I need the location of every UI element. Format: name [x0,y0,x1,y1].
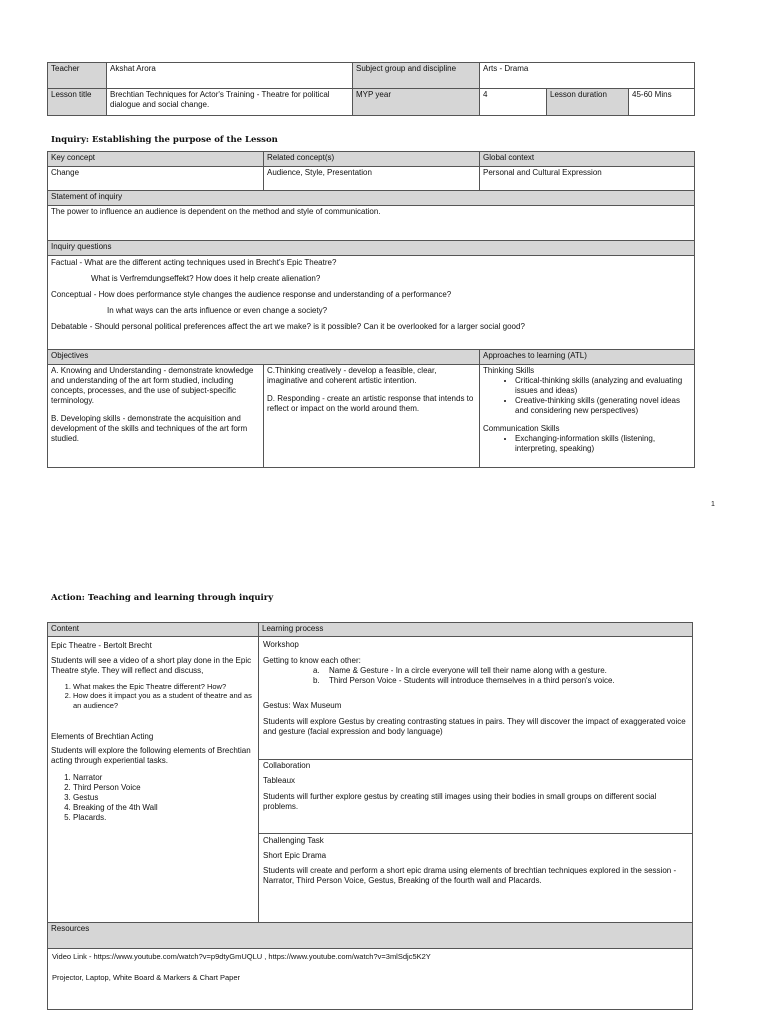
gtk-b-marker: b. [313,676,320,685]
teacher-label: Teacher [48,63,107,89]
short-epic-desc: Students will create and perform a short epic drama using elements of brechtian techniques explored in the session - Narrator, Third Person Voice, Gestus, Breaking of the fourth wall and Placards. [263,866,677,885]
content-label: Content [47,622,259,637]
objective-a: A. Knowing and Understanding - demonstrate knowledge and understanding of the art form studied, including concepts, processes, and the use of subject-specific terminology. [51,366,254,405]
action-heading: Action: Teaching and learning through inquiry [51,593,274,603]
gestus-desc: Students will explore Gestus by creating contrasting statues in pairs. They will discover the impact of exaggerated voice and gesture (facial expression and body language) [263,717,686,736]
epic-theatre-desc: Students will see a video of a short play done in the Epic Theatre style. They will reflect and discuss, [51,656,252,675]
key-concept-value: Change [48,167,264,191]
video-link[interactable]: Video Link - https://www.youtube.com/watch?v=p9dtyGmUQLU , https://www.youtube.com/watch?v=3mlSdjc5K2Y [52,952,431,961]
lesson-header-table [47,62,695,116]
atl-communication-title: Communication Skills [483,424,560,433]
collaboration-title: Collaboration [263,761,311,770]
elements-title: Elements of Brechtian Acting [51,732,154,741]
page-number: 1 [711,501,715,508]
challenging-task-title: Challenging Task [263,836,324,845]
list-item: • Exchanging-information skills (listening, interpreting, speaking) [515,434,691,454]
elements-desc: Students will explore the following elements of Brechtian acting through experiential tasks. [51,746,251,765]
list-item: 3. Gestus [73,793,261,803]
atl-cell [480,365,695,468]
question-factual: Factual - What are the different acting techniques used in Brecht's Epic Theatre? [51,258,337,267]
myp-year-label: MYP year [353,89,480,116]
inquiry-table [47,151,695,468]
row-divider [258,833,693,834]
materials: Projector, Laptop, White Board & Markers & Chart Paper [52,973,241,982]
list-item: 1. What makes the Epic Theatre different? How? [73,682,261,691]
key-concept-label: Key concept [48,152,264,167]
question-conceptual-2: In what ways can the arts influence or even change a society? [107,306,328,315]
learning-process-label: Learning process [258,622,693,637]
question-debatable: Debatable - Should personal political preferences affect the art we make? is it possible? Can it be overlooked for a larger social good? [51,322,525,331]
epic-questions [55,682,261,710]
elements-list [55,773,261,823]
gtk-b: Third Person Voice - Students will introduce themselves in a third person's voice. [329,676,615,685]
inquiry-heading: Inquiry: Establishing the purpose of the Lesson [51,135,278,145]
atl-thinking-list [499,376,691,416]
list-item: 5. Placards. [73,813,261,823]
objectives-ab-cell [48,365,264,468]
question-conceptual: Conceptual - How does performance style changes the audience response and understanding of a performance? [51,290,452,299]
atl-thinking-title: Thinking Skills [483,366,535,375]
related-concepts-value: Audience, Style, Presentation [264,167,480,191]
global-context-value: Personal and Cultural Expression [480,167,695,191]
lesson-title-label: Lesson title [48,89,107,116]
atl-communication-list [499,434,691,454]
gestus-title: Gestus: Wax Museum [263,701,342,710]
tableaux-desc: Students will further explore gestus by creating still images using their bodies in small groups on different social problems. [263,792,657,811]
lesson-duration-value: 45-60 Mins [629,89,695,116]
short-epic-title: Short Epic Drama [263,851,327,860]
objectives-cd-cell [264,365,480,468]
row-divider [258,759,693,760]
objective-d: D. Responding - create an artistic response that intends to reflect or impact on the world around them. [267,394,474,413]
related-concepts-label: Related concept(s) [264,152,480,167]
statement-label: Statement of inquiry [48,191,695,206]
list-item: 4. Breaking of the 4th Wall [73,803,261,813]
list-item: 2. Third Person Voice [73,783,261,793]
tableaux-title: Tableaux [263,776,296,785]
statement-value: The power to influence an audience is dependent on the method and style of communication. [48,206,695,241]
question-factual-2: What is Verfremdungseffekt? How does it help create alienation? [91,274,321,283]
lesson-duration-label: Lesson duration [547,89,629,116]
atl-label: Approaches to learning (ATL) [480,350,695,365]
objectives-label: Objectives [48,350,480,365]
list-item: 1. Narrator [73,773,261,783]
gtk-a: Name & Gesture - In a circle everyone will tell their name along with a gesture. [329,666,607,675]
global-context-label: Global context [480,152,695,167]
resources-label: Resources [47,922,693,949]
list-item: • Creative-thinking skills (generating novel ideas and considering new perspectives) [515,396,691,416]
gtk-a-marker: a. [313,666,320,675]
inquiry-questions-label: Inquiry questions [48,241,695,256]
subject-value: Arts - Drama [480,63,695,89]
inquiry-questions-cell [48,256,695,350]
list-item: 2. How does it impact you as a student of theatre and as an audience? [73,691,261,710]
epic-theatre-title: Epic Theatre - Bertolt Brecht [51,641,152,650]
myp-year-value: 4 [480,89,547,116]
workshop-title: Workshop [263,640,299,649]
getting-to-know-title: Getting to know each other: [263,656,361,665]
objective-b: B. Developing skills - demonstrate the acquisition and development of the skills and techniques of the art form studied. [51,414,248,443]
teacher-value: Akshat Arora [107,63,353,89]
objective-c: C.Thinking creatively - develop a feasible, clear, imaginative and coherent artistic intention. [267,366,437,385]
lesson-title-value: Brechtian Techniques for Actor's Training - Theatre for political dialogue and social change. [107,89,353,116]
list-item: • Critical-thinking skills (analyzing and evaluating issues and ideas) [515,376,691,396]
subject-label: Subject group and discipline [353,63,480,89]
